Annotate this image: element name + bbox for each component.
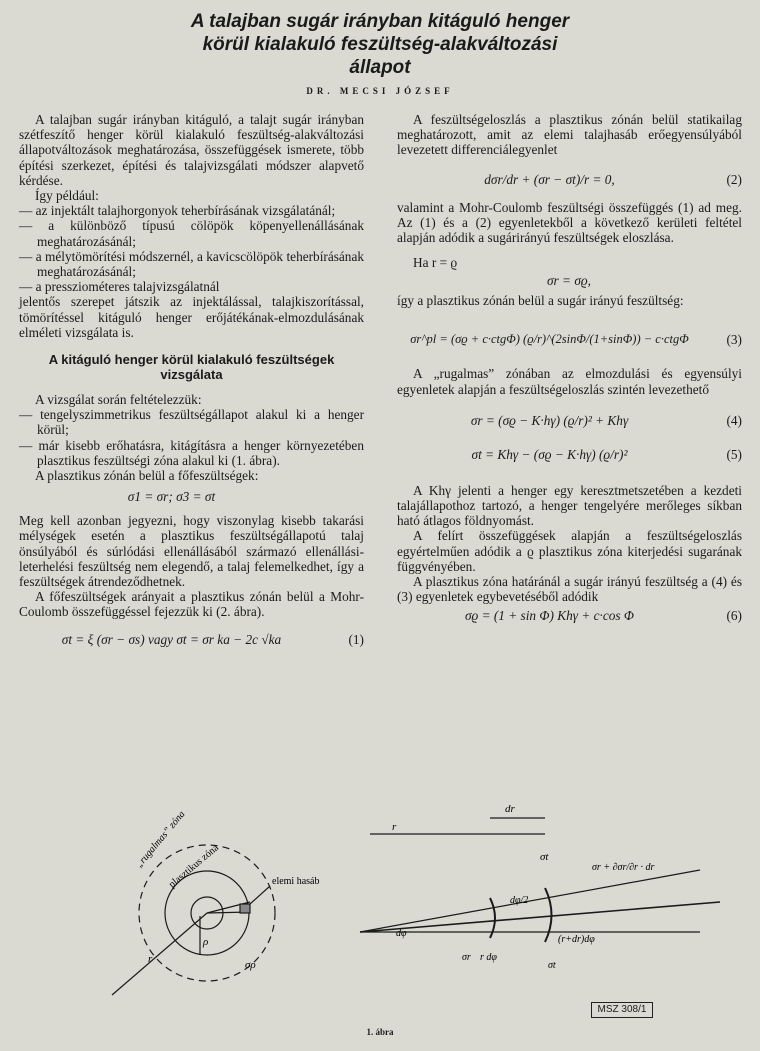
paragraph: A vizsgálat során feltételezzük: (35, 392, 202, 408)
label-elemi: elemi hasáb (272, 876, 320, 887)
radial-axis (360, 902, 720, 932)
list-item: — a pressziométeres talajvizsgálatnál (19, 279, 220, 295)
equation-3: σr^pl = (σϱ + c·ctgΦ) (ϱ/r)^(2sinΦ/(1+sinΦ)) − c·ctgΦ (3) (410, 332, 742, 348)
paragraph: A talajban sugár irányban kitáguló, a talajt sugár irányban szétfeszítő henger körül kialakuló feszültség-alakváltozási állapotváltozások meghatározása, összefüggések ismerete, több építési szerkezet, építési és talajvizsgálati módszer alapvető kérdése. (19, 112, 364, 188)
boundary-condition: Ha r = ϱ σr = σϱ, (413, 255, 591, 289)
label-rho: ρ (203, 936, 209, 948)
paragraph: A feszültségeloszlás a plasztikus zónán belül statikailag meghatározott, amit az elemi talajhasáb erőegyensúlyából levezetett differenciálegyenlet (397, 112, 742, 158)
paragraph: A plasztikus zóna határánál a sugár irányú feszültség a (4) és (3) egyenletek egybevetéséből adódik (397, 574, 742, 605)
title-line-2: körül kialakuló feszültség-alakváltozási (202, 34, 558, 55)
label-sigma-t-bottom: σt (548, 960, 556, 971)
label-sigma-r-expr: σr + ∂σr/∂r · dr (592, 862, 655, 873)
label-sigma-rho: σρ (245, 959, 256, 971)
list-item: — az injektált talajhorgonyok teherbírásának vizsgálatánál; (19, 203, 336, 219)
list-item: — a mélytömörítési módszernél, a kavicscölöpök teherbírásának meghatározásánál; (19, 248, 364, 280)
label-dphi: dφ (396, 928, 407, 939)
paragraph: így a plasztikus zónán belül a sugár irányú feszültség: (397, 293, 684, 309)
left-column (19, 112, 364, 654)
paragraph: Meg kell azonban jegyezni, hogy viszonylag kisebb takarási mélységek esetén a plasztikus feszültségállapotú talaj önsúlyából és súrlódási ellenállásából származó ellenállási-leterhelési feszültség nem elegendő, a talaj felemelkedhet, így a feszültségek átrendeződhetnek. (19, 513, 364, 590)
right-column (397, 112, 742, 628)
figure-caption: 1. ábra (366, 1027, 394, 1037)
equation-5: σt = Khγ − (σϱ − K·hγ) (ϱ/r)² (5) (471, 446, 742, 462)
list-item: — már kisebb erőhatásra, kitágításra a henger környezetében plasztikus feszültségi zóna alakul ki (1. ábra). (19, 437, 364, 468)
leader-line (250, 886, 270, 904)
label-r: r (148, 953, 153, 965)
paragraph: A „rugalmas” zónában az elmozdulási és egyensúlyi egyenletek alapján a feszültségeloszlás szintén levezethető (397, 366, 742, 397)
label-rdphi: r dφ (480, 952, 497, 963)
paragraph: jelentős szerepet játszik az injektálással, talajkiszorítással, tömörítéssel kitáguló henger erőjátékának-elmozdulásának elméleti vizsgálata is. (19, 294, 364, 340)
paragraph: A felírt összefüggések alapján a feszültségeloszlás egyértelműen adódik a ϱ plasztikus zóna kiterjedési sugarának függvényében. (397, 528, 742, 574)
standard-stamp: MSZ 308/1 (591, 1002, 653, 1018)
paragraph: A főfeszültségek arányait a plasztikus zónán belül a Mohr-Coulomb összefüggéssel fejezzük ki (2. ábra). (19, 589, 364, 620)
paragraph: Így például: (35, 188, 99, 204)
paragraph: A Khγ jelenti a henger egy keresztmetszetében a kezdeti talajállapothoz tartozó, a henger tengelyére merőleges síkban ható átlagos földnyomást. (397, 482, 742, 529)
title-line-1: A talajban sugár irányban kitáguló henger (190, 11, 570, 32)
radius-line (112, 913, 207, 995)
label-r-right: r (392, 821, 397, 833)
wedge-upper (360, 870, 700, 932)
outer-face (545, 888, 552, 942)
equation-1: σt = ξ (σr − σs) vagy σt = σr ka − 2c √ka (1) (61, 631, 364, 647)
label-rdrphi: (r+dr)dφ (558, 934, 595, 945)
equation: σ1 = σr; σ3 = σt (127, 489, 216, 505)
article-title (0, 10, 760, 79)
label-dphi2: dφ/2 (510, 895, 529, 906)
author: DR. MECSI JÓZSEF (306, 86, 454, 96)
paragraph: valamint a Mohr-Coulomb feszültségi összefüggés (1) ad meg. Az (1) és a (2) egyenletekből a következő kerületi feltétel alapján adódik a sugárirányú feszültségek eloszlása. (397, 199, 742, 246)
section-heading: A kitáguló henger körül kialakuló feszültségek vizsgálata (48, 352, 335, 383)
equation-4: σr = (σϱ − K·hγ) (ϱ/r)² + Khγ (4) (470, 412, 742, 428)
list-item: — a különböző típusú cölöpök köpenyellenállásának meghatározásánál; (19, 218, 364, 249)
label-sigma-t: σt (540, 851, 549, 863)
label-plasztikus: plasztikus zóna (166, 842, 221, 891)
label-rugalmas: „rugalmas” zóna (133, 808, 188, 870)
label-sigma-r: σr (462, 952, 471, 963)
equation-2: dσr/dr + (σr − σt)/r = 0, (2) (484, 171, 742, 187)
paragraph: A plasztikus zónán belül a főfeszültségek: (35, 468, 259, 484)
figure-1 (0, 790, 760, 1020)
elementary-block (240, 904, 250, 913)
list-item: — tengelyszimmetrikus feszültségállapot alakul ki a henger körül; (19, 407, 364, 438)
equation-6: σϱ = (1 + sin Φ) Khγ + c·cos Φ (6) (464, 608, 742, 624)
label-dr: dr (505, 803, 515, 815)
title-line-3: állapot (349, 57, 411, 78)
